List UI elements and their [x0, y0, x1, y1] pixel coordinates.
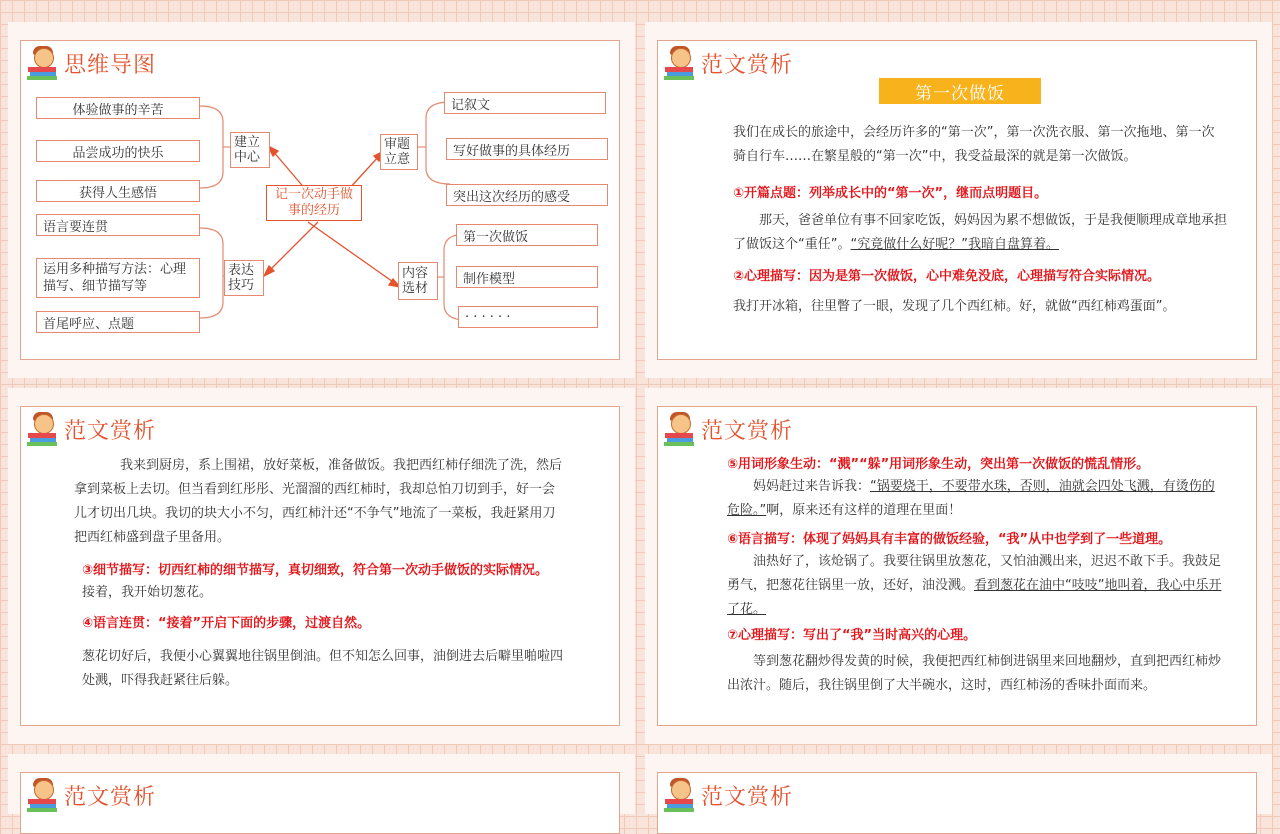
- branch-expression-skills: 表达技巧: [224, 260, 264, 296]
- slide-title: 范文赏析: [64, 784, 157, 810]
- essay-paragraph: 那天，爸爸单位有事不回家吃饭，妈妈因为累不想做饭，于是我便顺理成章地承担了做饭这个“重任”。“究竟做什么好呢？”我暗自盘算着。: [733, 213, 1228, 252]
- essay-paragraph: 等到葱花翻炒得发黄的时候，我便把西红柿倒进锅里来回地翻炒，直到把西红柿炒出浓汁。随后，我往锅里倒了大半碗水，这时，西红柿汤的香味扑面而来。: [727, 654, 1222, 693]
- slide-title: 范文赏析: [701, 784, 794, 810]
- mind-map-leaf: 记叙文: [444, 92, 606, 114]
- mind-map-leaf: 品尝成功的快乐: [36, 140, 200, 162]
- annotation-note: ①开篇点题：列举成长中的“第一次”，继而点明题目。: [733, 186, 1048, 201]
- slide-title: 范文赏析: [701, 418, 794, 444]
- mascot-icon: [26, 778, 60, 812]
- mind-map-leaf: 首尾呼应、点题: [36, 311, 200, 333]
- essay-paragraph: 接着，我开始切葱花。: [82, 585, 213, 600]
- mind-map-leaf: · · · · · ·: [458, 306, 598, 328]
- mascot-icon: [663, 46, 697, 80]
- slide-text-analysis-5[interactable]: [645, 754, 1272, 814]
- slide-title: 思维导图: [64, 52, 157, 78]
- slide-header: [663, 778, 793, 812]
- mind-map-leaf: 制作模型: [456, 266, 598, 288]
- slide-header: [663, 412, 793, 446]
- essay-paragraph: 葱花切好后，我便小心翼翼地往锅里倒油。但不知怎么回事，油倒进去后噼里啪啦四处溅，吓得我赶紧往后躲。: [82, 649, 564, 688]
- annotation-note: ④语言连贯：“接着”开启下面的步骤，过渡自然。: [82, 616, 371, 631]
- annotation-note: ⑦心理描写：写出了“我”当时高兴的心理。: [727, 628, 977, 643]
- slide-title: 范文赏析: [64, 418, 157, 444]
- branch-establish-center: 建立中心: [230, 132, 270, 168]
- annotation-note: ⑥语言描写：体现了妈妈具有丰富的做饭经验，“我”从中也学到了一些道理。: [727, 532, 1172, 547]
- slide-text-analysis-4[interactable]: [8, 754, 635, 814]
- mind-map-leaf: 获得人生感悟: [36, 180, 200, 202]
- essay-paragraph: 我打开冰箱，往里瞥了一眼，发现了几个西红柿。好，就做“西红柿鸡蛋面”。: [733, 299, 1176, 314]
- essay-paragraph: 我来到厨房，系上围裙，放好菜板，准备做饭。我把西红柿仔细洗了洗，然后拿到菜板上去切。但当看到红彤彤、光溜溜的西红柿时，我却总怕刀切到手，好一会儿才切出几块。我切的块大小不匀，西红柿汁还“不争气”地流了一菜板，我赶紧用刀把西红柿盛到盘子里备用。: [74, 458, 563, 545]
- mind-map-leaf: 体验做事的辛苦: [36, 97, 200, 119]
- mind-map-leaf: 第一次做饭: [456, 224, 598, 246]
- mascot-icon: [26, 412, 60, 446]
- slide-title: 范文赏析: [701, 52, 794, 78]
- slide-text-analysis-2[interactable]: [8, 388, 635, 744]
- slide-text-analysis-1[interactable]: [645, 22, 1272, 378]
- annotation-note: ②心理描写：因为是第一次做饭，心中难免没底，心理描写符合实际情况。: [733, 269, 1161, 284]
- mind-map-leaf: 突出这次经历的感受: [446, 184, 608, 206]
- essay-paragraph: 我们在成长的旅途中，会经历许多的“第一次”，第一次洗衣服、第一次拖地、第一次骑自行车……在繁星般的“第一次”中，我受益最深的就是第一次做饭。: [733, 125, 1215, 164]
- center-node: 记一次动手做事的经历: [266, 185, 362, 221]
- essay-title-banner: 第一次做饭: [879, 78, 1041, 104]
- mascot-icon: [663, 778, 697, 812]
- annotation-note: ③细节描写：切西红柿的细节描写，真切细致，符合第一次动手做饭的实际情况。: [82, 563, 549, 578]
- mascot-icon: [663, 412, 697, 446]
- annotation-note: ⑤用词形象生动：“溅”“躲”用词形象生动，突出第一次做饭的慌乱情形。: [727, 457, 1150, 472]
- essay-paragraph: 妈妈赶过来告诉我：“锅要烧干，不要带水珠，否则，油就会四处飞溅，有烫伤的危险。”啊，原来还有这样的道理在里面！: [727, 479, 1215, 518]
- mind-map-leaf: 写好做事的具体经历: [446, 138, 608, 160]
- slide-mind-map[interactable]: [8, 22, 635, 378]
- branch-topic-analysis: 审题立意: [380, 134, 418, 170]
- slide-header: [26, 778, 156, 812]
- mind-map-leaf: 运用多种描写方法：心理描写、细节描写等: [36, 258, 200, 298]
- essay-paragraph: 油热好了，该炝锅了。我要往锅里放葱花，又怕油溅出来，迟迟不敢下手。我鼓足勇气，把葱花往锅里一放，还好，油没溅。看到葱花在油中“吱吱”地叫着，我心中乐开了花。: [727, 554, 1222, 617]
- slide-header: [663, 46, 793, 80]
- slide-header: [26, 412, 156, 446]
- branch-content-selection: 内容选材: [398, 262, 438, 300]
- slide-text-analysis-3[interactable]: [645, 388, 1272, 744]
- mind-map-leaf: 语言要连贯: [36, 214, 200, 236]
